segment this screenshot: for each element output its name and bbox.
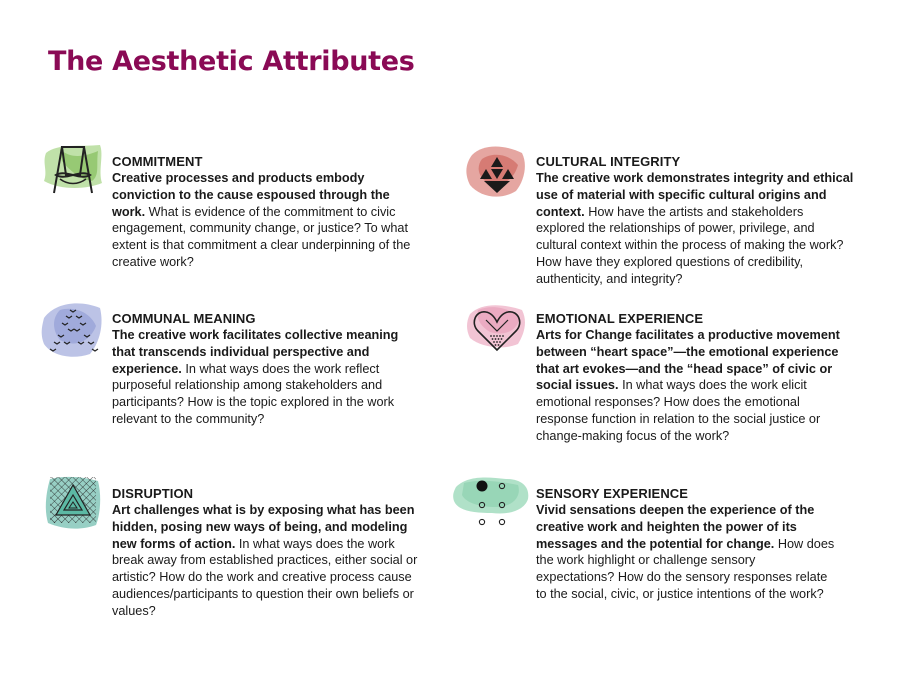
attribute-cultural-integrity (536, 153, 854, 288)
attribute-name: DISRUPTION (112, 486, 194, 501)
birds-a-icon (40, 298, 106, 364)
attribute-communal-meaning (112, 310, 412, 428)
chair-knot-icon (40, 141, 106, 207)
attribute-text (112, 502, 422, 620)
attribute-sensory-experience (536, 485, 836, 603)
attribute-body: What is evidence of the commitment to civic engagement, community change, or justice? To what extent is that commitment a clear underpinning of the creative work? (112, 204, 411, 269)
hatched-triangle-icon (40, 473, 106, 539)
attribute-body: In what ways does the work reflect purposeful relationship among stakeholders and participants? How is the topic explored in the work relevant to the community? (112, 361, 395, 426)
attribute-text (536, 327, 841, 445)
attribute-body: How have the artists and stakeholders explored the relationships of power, privilege, and cultural context within the process of making the work? How have they explored questions of credibility, authenticity, and integrity? (536, 204, 844, 286)
attribute-name: COMMITMENT (112, 154, 203, 169)
triangles-icon (464, 141, 530, 207)
dots-cloud-icon (452, 473, 532, 539)
attribute-emotional-experience (536, 310, 841, 445)
attribute-lead: Creative processes and products embody conviction to the cause espoused through the work. (112, 171, 390, 219)
attribute-lead: Art challenges what is by exposing what has been hidden, posing new ways of being, and modeling new forms of action. (112, 503, 415, 551)
attribute-text (536, 170, 854, 288)
attribute-name: SENSORY EXPERIENCE (536, 486, 689, 501)
attribute-body: In what ways does the work break away from established practices, either social or artistic? How do the work and creative process cause audiences/participants to question their own beliefs or values? (112, 536, 418, 618)
attribute-name: CULTURAL INTEGRITY (536, 154, 681, 169)
attribute-body: How does the work highlight or challenge sensory expectations? How do the sensory responses relate to the social, civic, or justice intentions of the work? (536, 536, 835, 601)
attribute-name: EMOTIONAL EXPERIENCE (536, 311, 704, 326)
attribute-text (112, 170, 424, 271)
attribute-commitment (112, 153, 424, 271)
attribute-text (112, 327, 412, 428)
attribute-lead: The creative work demonstrates integrity and ethical use of material with specific cultural origins and context. (536, 171, 854, 219)
attribute-lead: The creative work facilitates collective meaning that transcends individual perspective and experience. (112, 328, 399, 376)
attribute-body: In what ways does the work elicit emotional responses? How does the emotional response function in relation to the social justice or change-making focus of the work? (536, 378, 821, 443)
attribute-text (536, 502, 836, 603)
heart-icon (464, 298, 530, 364)
page-title: The Aesthetic Attributes (48, 46, 415, 77)
attribute-lead: Arts for Change facilitates a productive movement between “heart space”—the emotional experience that art evokes—and the “head space” of civic or social issues. (536, 328, 840, 393)
attribute-lead: Vivid sensations deepen the experience of the creative work and heighten the power of its messages and the potential for change. (536, 503, 815, 551)
attribute-name: COMMUNAL MEANING (112, 311, 256, 326)
attribute-disruption (112, 485, 422, 620)
